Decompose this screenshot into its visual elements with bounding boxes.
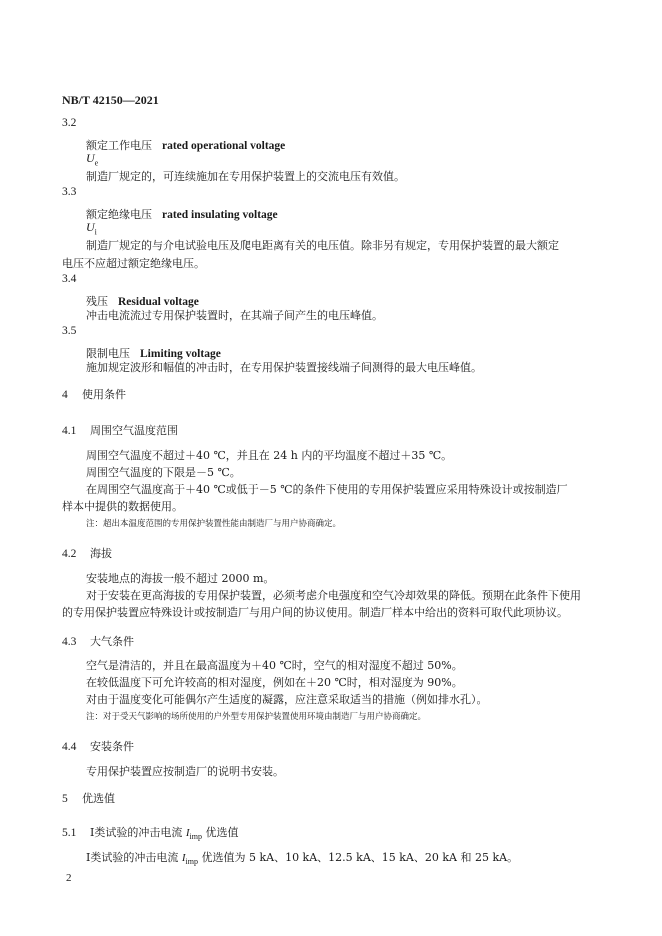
term-number: 3.4 [62,273,77,285]
term-definition-cont: 电压不应超过额定绝缘电压。 [62,257,205,270]
page-number: 2 [66,872,72,884]
section-5-heading: 5 优选值 [62,792,115,805]
term-title [86,134,285,153]
term-number: 3.3 [62,186,77,198]
term-definition: 制造厂规定的与介电试验电压及爬电距离有关的电压值。除非另有规定，专用保护装置的最大额定 [86,239,559,252]
section-4-3-heading: 4.3 大气条件 [62,635,134,648]
term-number: 3.5 [62,325,77,337]
paragraph: 对由于温度变化可能偶尔产生适度的凝露，应注意采取适当的措施（例如排水孔）。 [86,693,488,706]
paragraph: 周围空气温度的下限是－5 ℃。 [86,466,241,479]
paragraph: 对于安装在更高海拔的专用保护装置，必须考虑介电强度和空气冷却效果的降低。预期在此条件下使用 [86,589,581,602]
term-en: Limiting voltage [140,348,221,360]
standard-number: NB/T 42150—2021 [62,93,159,107]
term-title [86,203,278,222]
note: 注：对于受天气影响的场所使用的户外型专用保护装置使用环境由制造厂与用户协商确定。 [86,712,427,722]
term-definition: 施加规定波形和幅值的冲击时，在专用保护装置接线端子间测得的最大电压峰值。 [86,361,482,374]
paragraph: 周围空气温度不超过＋40 ℃，并且在 24 h 内的平均温度不超过＋35 ℃。 [86,449,453,462]
section-5-1-heading: 5.1 Ⅰ类试验的冲击电流 $I_{imp}$ 优选值 [62,826,239,842]
term-definition: 制造厂规定的，可连续施加在专用保护装置上的交流电压有效值。 [86,170,405,183]
paragraph: 在周围空气温度高于＋40 ℃或低于－5 ℃的条件下使用的专用保护装置应采用特殊设计或按制造厂 [86,483,568,496]
section-4-2-heading: 4.2 海拔 [62,547,112,560]
term-symbol: $U_e$ [86,151,99,168]
section-4-1-heading: 4.1 周围空气温度范围 [62,424,178,437]
paragraph-cont: 样本中提供的数据使用。 [62,500,183,513]
term-number: 3.2 [62,117,77,129]
term-en: Residual voltage [118,296,199,308]
term-definition: 冲击电流流过专用保护装置时，在其端子间产生的电压峰值。 [86,309,383,322]
term-en: rated operational voltage [162,140,286,152]
paragraph-cont: 的专用保护装置应特殊设计或按制造厂与用户间的协议使用。制造厂样本中给出的资料可取代此项协议。 [62,606,568,619]
term-cn: 额定绝缘电压 [86,208,152,221]
section-4-4-heading: 4.4 安装条件 [62,740,134,753]
term-cn: 残压 [86,295,108,308]
paragraph: 在较低温度下可允许较高的相对湿度，例如在＋20 ℃时，相对湿度为 90%。 [86,676,463,689]
paragraph: 安装地点的海拔一般不超过 2000 m。 [86,572,275,585]
section-4-heading: 4 使用条件 [62,388,126,401]
paragraph: Ⅰ类试验的冲击电流 $I_{imp}$ 优选值为 5 kA、10 kA、12.5 kA、15 kA、20 kA 和 25 kA。 [86,851,519,867]
term-symbol: $U_i$ [86,220,97,237]
term-cn: 限制电压 [86,347,130,360]
note: 注：超出本温度范围的专用保护装置性能由制造厂与用户协商确定。 [86,519,342,529]
term-en: rated insulating voltage [162,209,278,221]
paragraph: 空气是清洁的，并且在最高温度为＋40 ℃时，空气的相对湿度不超过 50%。 [86,659,463,672]
term-cn: 额定工作电压 [86,139,152,152]
paragraph: 专用保护装置应按制造厂的说明书安装。 [86,765,284,778]
